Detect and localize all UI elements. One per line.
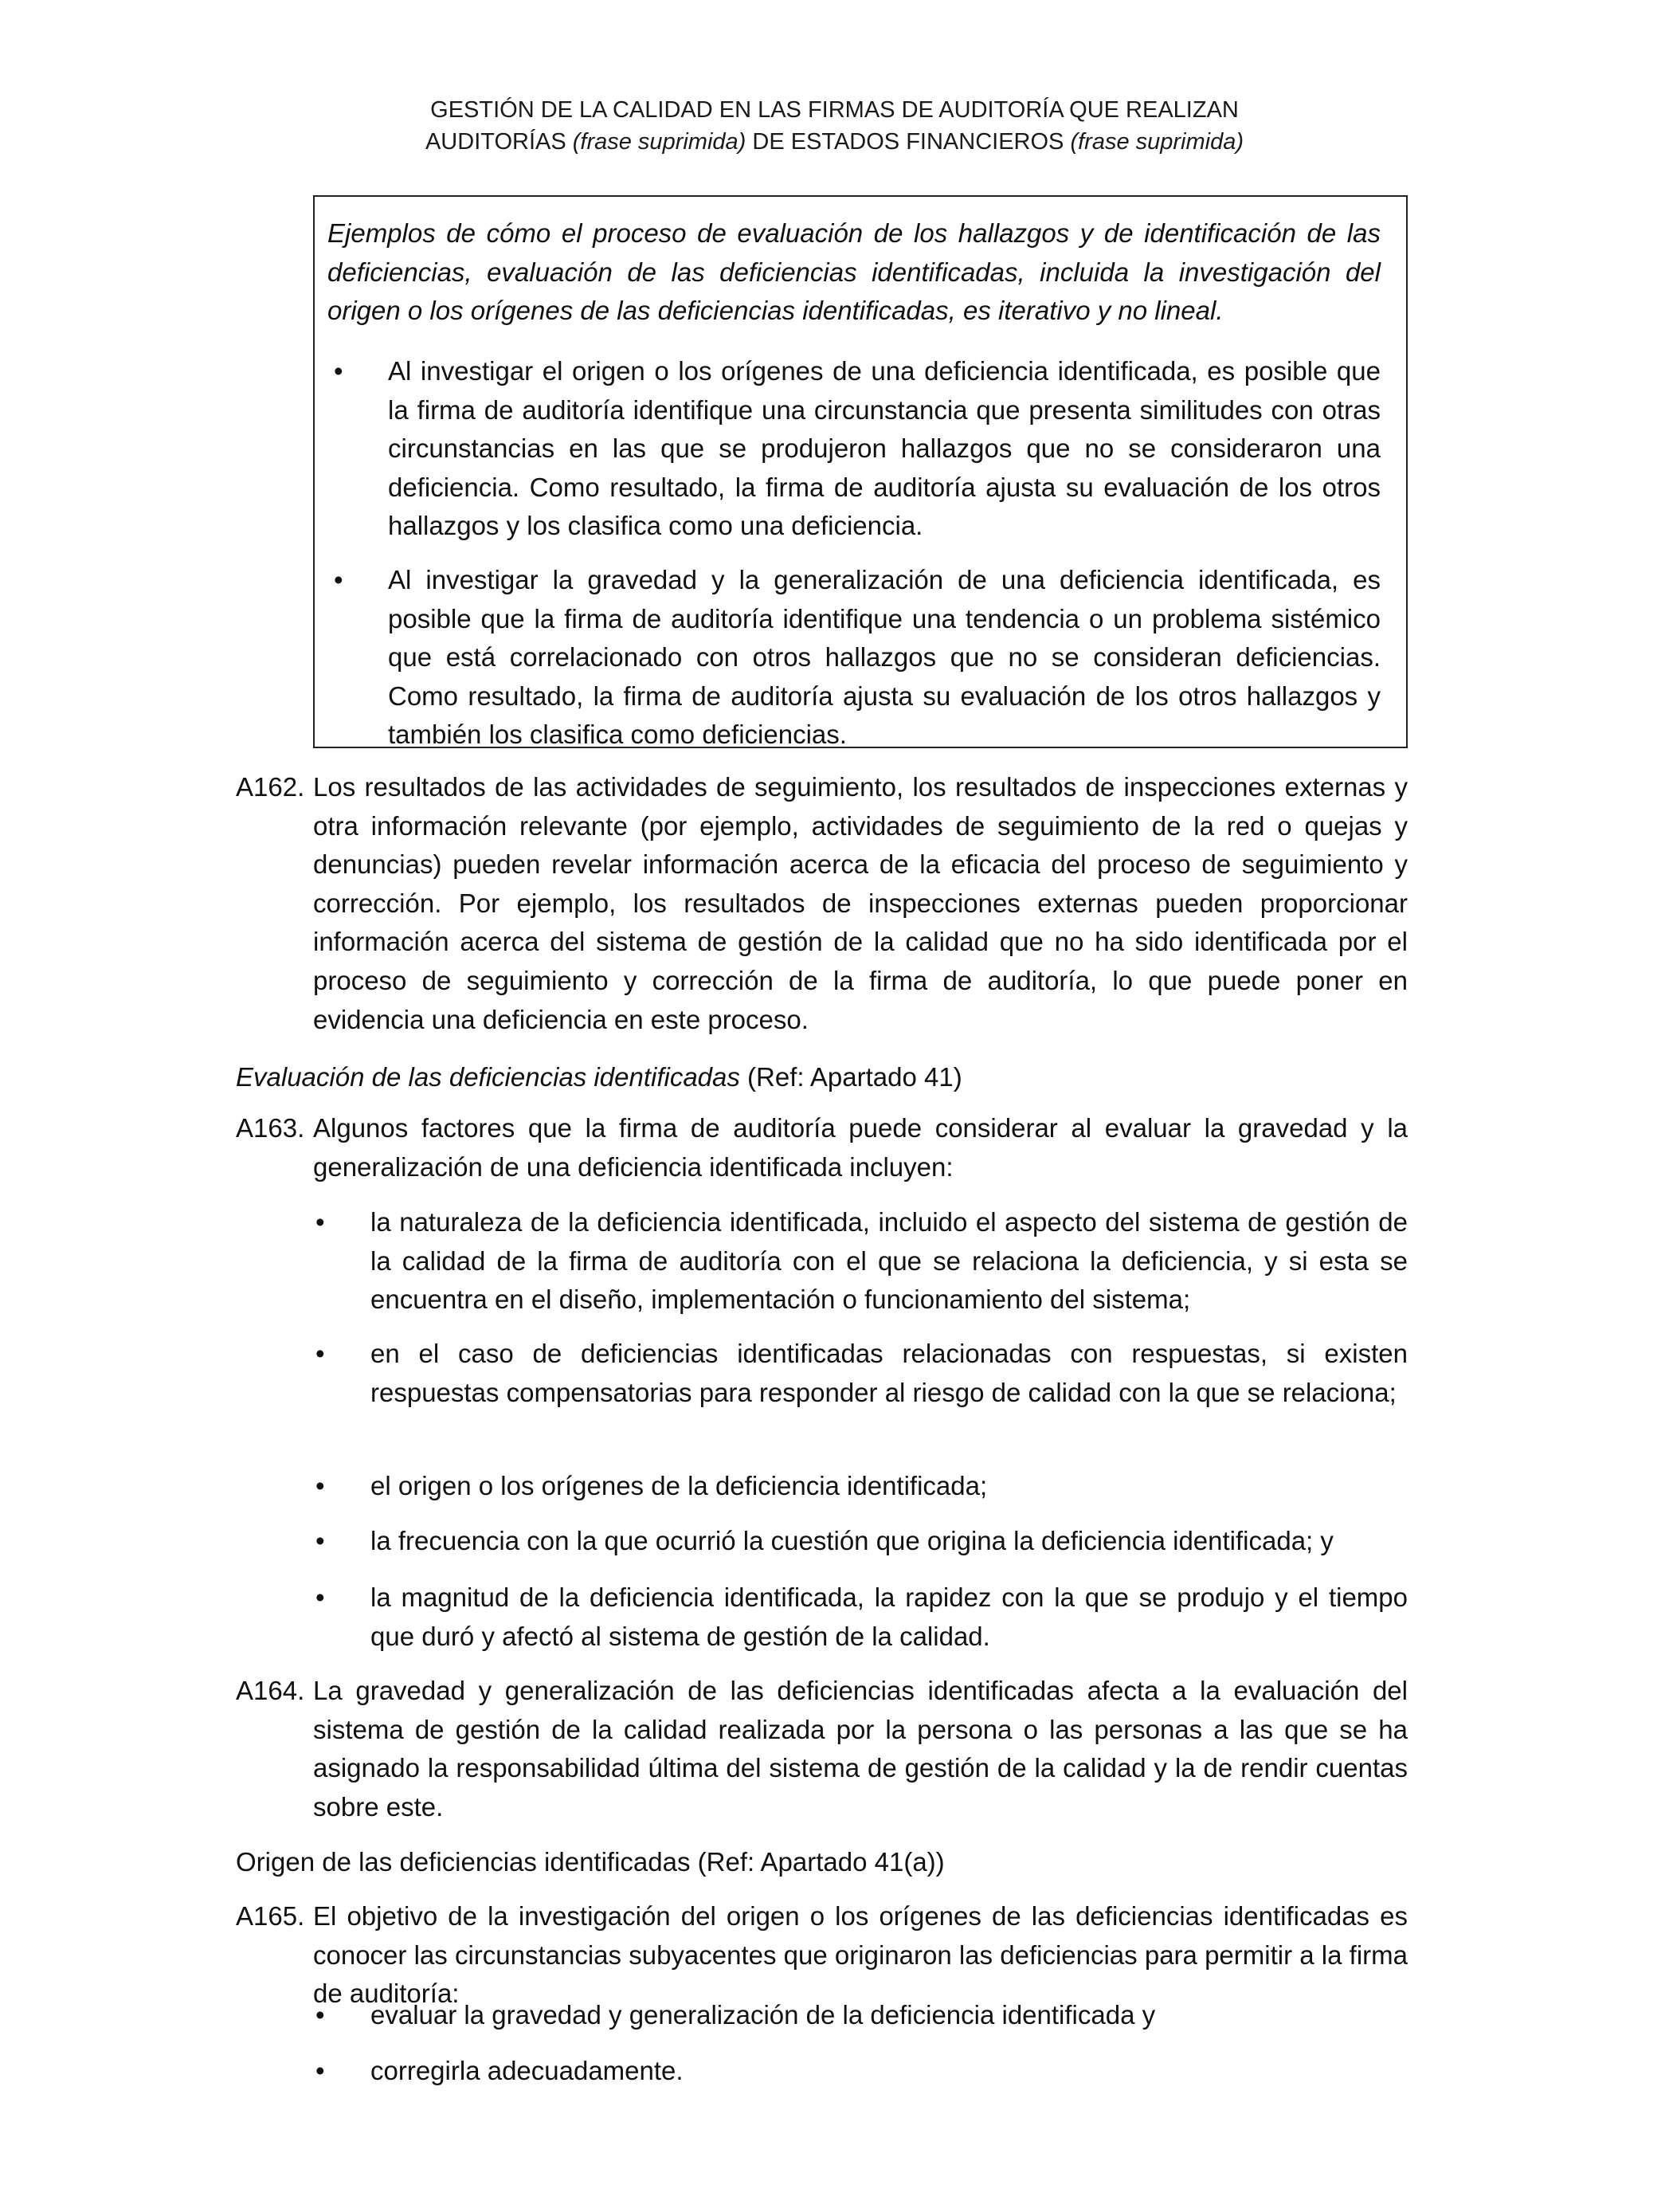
paragraph-a163: Algunos factores que la firma de auditoría puede considerar al evaluar la gravedad y la generalización de una deficiencia identificada incluyen: xyxy=(313,1113,1408,1182)
header-line-1: GESTIÓN DE LA CALIDAD EN LAS FIRMAS DE AUDITORÍA QUE REALIZAN xyxy=(430,97,1239,123)
header-line-2 xyxy=(0,126,1669,158)
a165-item-2: corregirla adecuadamente. xyxy=(370,2056,684,2085)
bullet-icon: • xyxy=(334,356,343,386)
example-box-item-2: Al investigar la gravedad y la generalización de una deficiencia identificada, es posible que la firma de auditoría identifique una tendencia o un problema sistémico que está correlacionado con otros hallazgos que no se consideran deficiencias. Como resultado, la firma de auditoría ajusta su evaluación de los otros hallazgos y también los clasifica como deficiencias. xyxy=(388,565,1381,750)
a165-item-1: evaluar la gravedad y generalización de la deficiencia identificada y xyxy=(370,2000,1156,2030)
section-heading-evaluation xyxy=(236,1058,962,1097)
section-heading-origin: Origen de las deficiencias identificadas (Ref: Apartado 41(a)) xyxy=(236,1847,945,1877)
a163-item-3: el origen o los orígenes de la deficiencia identificada; xyxy=(370,1471,988,1500)
bullet-icon: • xyxy=(315,1526,325,1555)
page-header xyxy=(0,94,1669,158)
bullet-icon: • xyxy=(315,1471,325,1500)
example-box xyxy=(313,195,1408,748)
paragraph-a164: La gravedad y generalización de las deficiencias identificadas afecta a la evaluación del sistema de gestión de la calidad realizada por la persona o las personas a las que se ha asignado la responsabilidad última del sistema de gestión de la calidad y la de rendir cuentas sobre este. xyxy=(313,1676,1408,1822)
paragraph-number-a163: A163. xyxy=(236,1113,305,1143)
a163-item-5: la magnitud de la deficiencia identificada, la rapidez con la que se produjo y el tiempo que duró y afectó al sistema de gestión de la calidad. xyxy=(370,1583,1408,1651)
example-box-intro: Ejemplos de cómo el proceso de evaluación de los hallazgos y de identificación de las deficiencias, evaluación de las deficiencias identificadas, incluida la investigación del origen o los orígenes de las deficiencias identificadas, es iterativo y no lineal. xyxy=(327,218,1381,326)
example-box-item-1: Al investigar el origen o los orígenes de una deficiencia identificada, es posible que la firma de auditoría identifique una circunstancia que presenta similitudes con otras circunstancias en las que se produjeron hallazgos que no se consideraron una deficiencia. Como resultado, la firma de auditoría ajusta su evaluación de los otros hallazgos y los clasifica como una deficiencia. xyxy=(388,356,1381,541)
a163-item-2: en el caso de deficiencias identificadas relacionadas con respuestas, si existen respuestas compensatorias para responder al riesgo de calidad con la que se relaciona; xyxy=(370,1339,1408,1407)
paragraph-a162: Los resultados de las actividades de seguimiento, los resultados de inspecciones externas y otra información relevante (por ejemplo, actividades de seguimiento de la red o quejas y denuncias) pueden revelar información acerca de la eficacia del proceso de seguimiento y corrección. Por ejemplo, los resultados de inspecciones externas pueden proporcionar información acerca del sistema de gestión de la calidad que no ha sido identificada por el proceso de seguimiento y corrección de la firma de auditoría, lo que puede poner en evidencia una deficiencia en este proceso. xyxy=(313,772,1408,1034)
header-line-2-a: AUDITORÍAS xyxy=(425,129,573,155)
section-heading-evaluation-title: Evaluación de las deficiencias identificadas xyxy=(236,1062,740,1092)
bullet-icon: • xyxy=(315,2000,325,2030)
paragraph-number-a162: A162. xyxy=(236,772,305,802)
bullet-icon: • xyxy=(315,1339,325,1368)
bullet-icon: • xyxy=(334,565,343,594)
header-line-2-c: DE ESTADOS FINANCIEROS xyxy=(746,129,1071,155)
bullet-icon: • xyxy=(315,1583,325,1612)
paragraph-a165: El objetivo de la investigación del origen o los orígenes de las deficiencias identificadas es conocer las circunstancias subyacentes que originaron las deficiencias para permitir a la firma de auditoría: xyxy=(313,1901,1408,2009)
a163-item-4: la frecuencia con la que ocurrió la cuestión que origina la deficiencia identificada; y xyxy=(370,1526,1334,1555)
paragraph-number-a165: A165. xyxy=(236,1901,305,1931)
bullet-icon: • xyxy=(315,1207,325,1237)
header-line-2-b: (frase suprimida) xyxy=(572,129,746,155)
bullet-icon: • xyxy=(315,2056,325,2085)
section-heading-evaluation-ref: (Ref: Apartado 41) xyxy=(739,1062,962,1092)
paragraph-number-a164: A164. xyxy=(236,1676,305,1705)
a163-item-1: la naturaleza de la deficiencia identificada, incluido el aspecto del sistema de gestión de la calidad de la firma de auditoría con el que se relaciona la deficiencia, y si esta se encuentra en el diseño, implementación o funcionamiento del sistema; xyxy=(370,1207,1408,1315)
header-line-2-d: (frase suprimida) xyxy=(1070,129,1244,155)
